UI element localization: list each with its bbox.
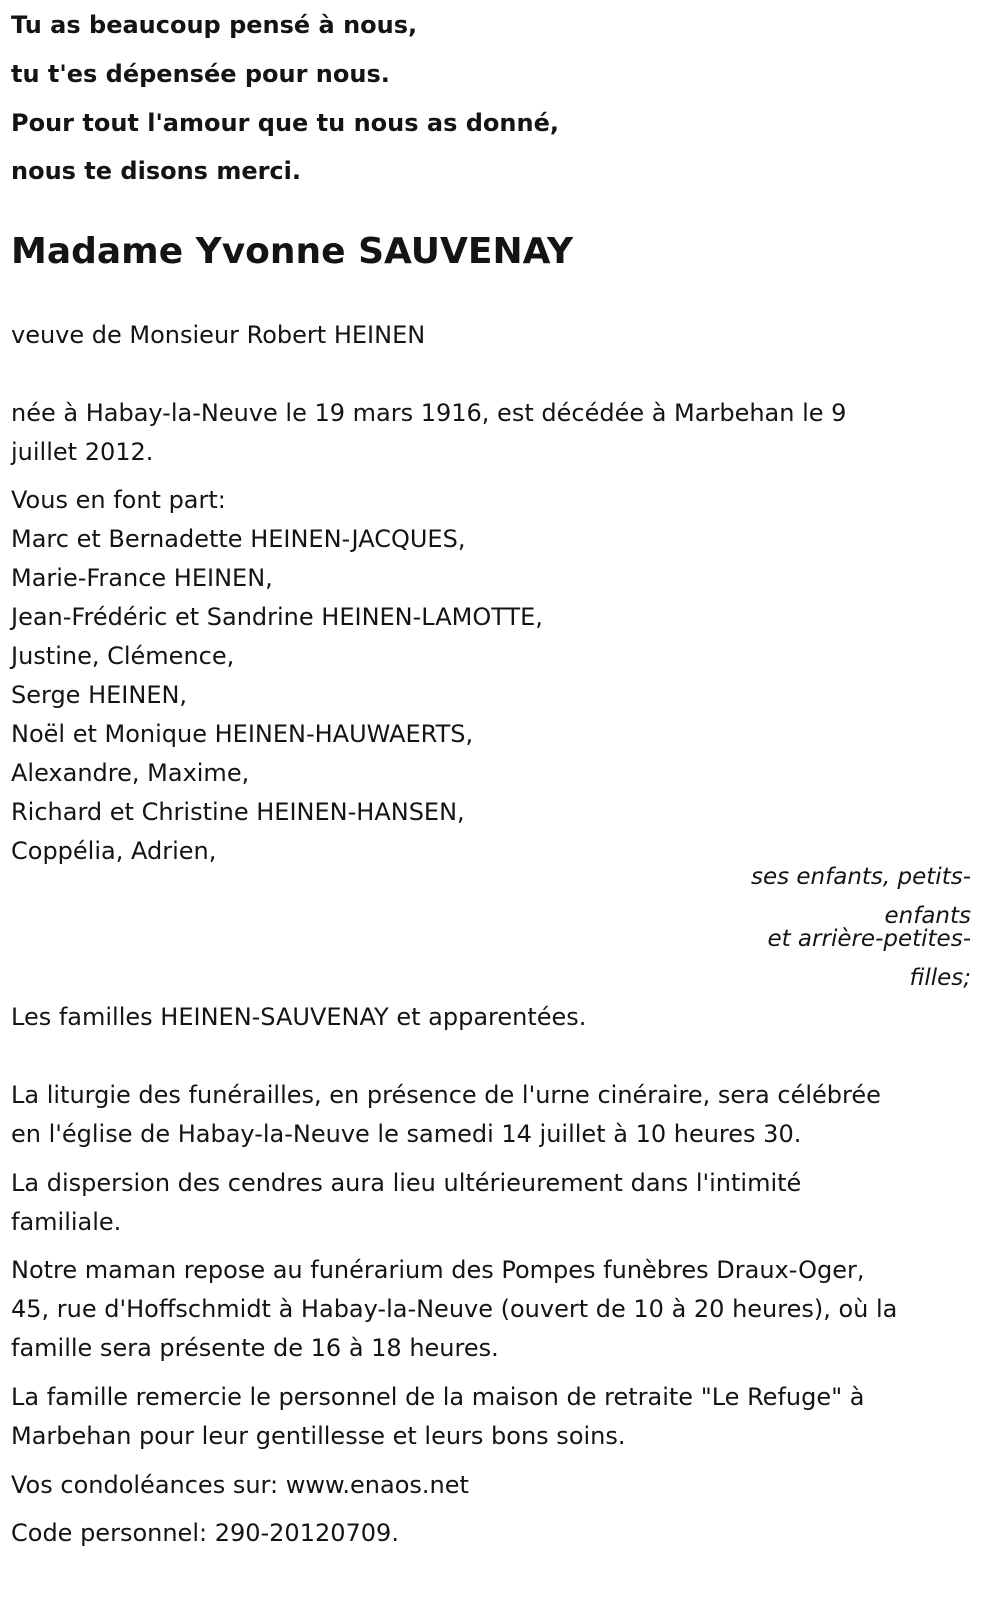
announcers-intro: Vous en font part: <box>11 486 226 514</box>
verse-line: Tu as beaucoup pensé à nous, <box>11 11 418 39</box>
family-member: Richard et Christine HEINEN-HANSEN, <box>11 798 465 826</box>
families-line: Les familles HEINEN-SAUVENAY et apparentées. <box>11 1003 587 1031</box>
family-member: Noël et Monique HEINEN-HAUWAERTS, <box>11 720 474 748</box>
condolences-text: Vos condoléances sur: www.enaos.net <box>11 1471 469 1499</box>
paragraph-line: juillet 2012. <box>11 438 154 466</box>
family-announcers <box>11 481 979 871</box>
paragraph-line: Notre maman repose au funérarium des Pompes funèbres Draux-Oger, <box>11 1256 865 1284</box>
personal-code-line <box>11 1514 979 1553</box>
relationship-line: enfants <box>884 903 971 929</box>
thanks-paragraph <box>11 1378 979 1456</box>
paragraph-line: La liturgie des funérailles, en présence de l'urne cinéraire, sera célébrée <box>11 1081 881 1109</box>
dispersion-paragraph <box>11 1164 979 1242</box>
relationship-note <box>711 920 971 998</box>
personal-code-text: Code personnel: 290-20120709. <box>11 1519 399 1547</box>
birth-death-paragraph <box>11 394 979 472</box>
widow-of-line: veuve de Monsieur Robert HEINEN <box>11 321 426 349</box>
family-member: Marie-France HEINEN, <box>11 564 273 592</box>
relationship-line: ses enfants, petits- <box>750 864 971 890</box>
deceased-name: Madame Yvonne SAUVENAY <box>11 231 574 272</box>
family-member: Marc et Bernadette HEINEN-JACQUES, <box>11 525 466 553</box>
verse-line: Pour tout l'amour que tu nous as donné, <box>11 109 559 137</box>
relationship-line: filles; <box>909 965 971 991</box>
relationship-line: et arrière-petites- <box>767 926 971 952</box>
paragraph-line: née à Habay-la-Neuve le 19 mars 1916, est décédée à Marbehan le 9 <box>11 399 847 427</box>
family-member: Serge HEINEN, <box>11 681 188 709</box>
funerarium-paragraph <box>11 1251 979 1368</box>
paragraph-line: familiale. <box>11 1208 122 1236</box>
family-member: Justine, Clémence, <box>11 642 235 670</box>
paragraph-line: La famille remercie le personnel de la maison de retraite "Le Refuge" à <box>11 1383 865 1411</box>
condolences-line <box>11 1466 979 1505</box>
paragraph-line: 45, rue d'Hoffschmidt à Habay-la-Neuve (ouvert de 10 à 20 heures), où la <box>11 1295 898 1323</box>
paragraph-line: en l'église de Habay-la-Neuve le samedi 14 juillet à 10 heures 30. <box>11 1120 802 1148</box>
verse-line: nous te disons merci. <box>11 157 302 185</box>
liturgy-paragraph <box>11 1076 979 1154</box>
paragraph-line: La dispersion des cendres aura lieu ultérieurement dans l'intimité <box>11 1169 802 1197</box>
paragraph-line: famille sera présente de 16 à 18 heures. <box>11 1334 499 1362</box>
family-member: Jean-Frédéric et Sandrine HEINEN-LAMOTTE, <box>11 603 543 631</box>
paragraph-line: Marbehan pour leur gentillesse et leurs bons soins. <box>11 1422 626 1450</box>
family-member: Coppélia, Adrien, <box>11 837 217 865</box>
family-member: Alexandre, Maxime, <box>11 759 250 787</box>
verse-line: tu t'es dépensée pour nous. <box>11 60 390 88</box>
